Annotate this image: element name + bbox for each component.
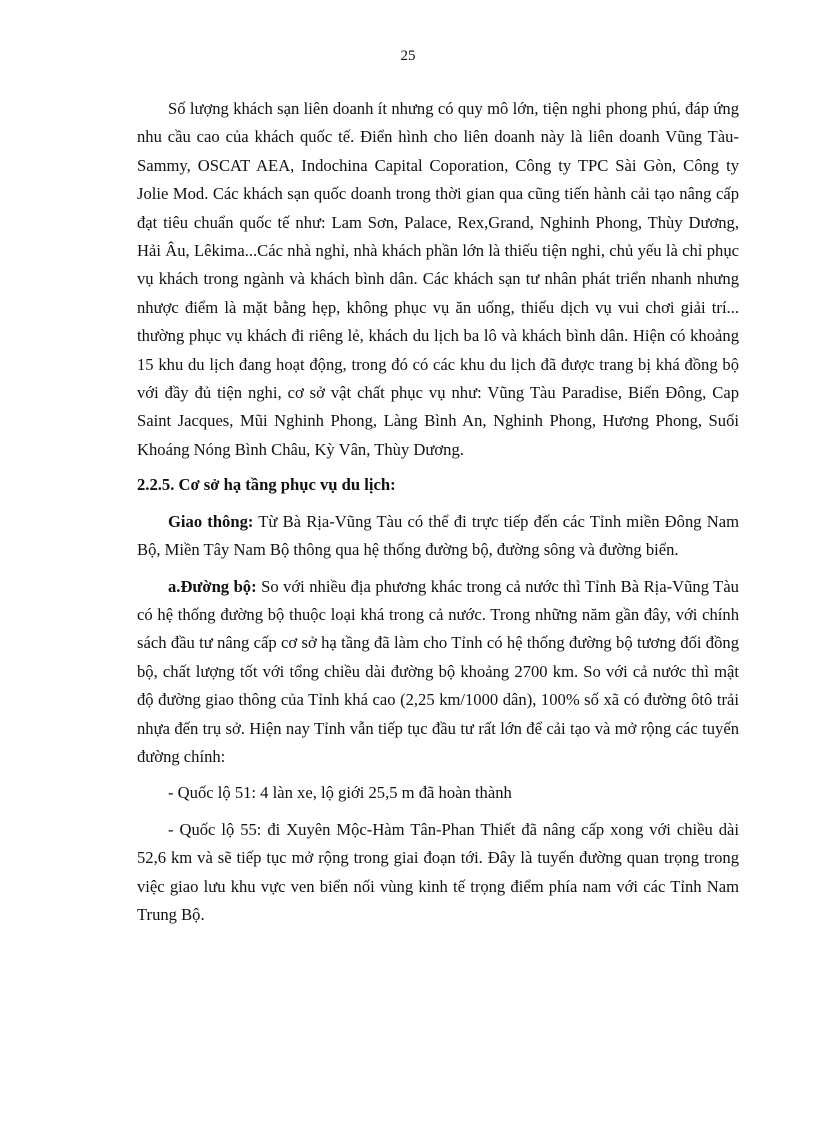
paragraph-road: [137, 573, 739, 772]
transport-label: Giao thông:: [168, 511, 254, 531]
transport-text: Từ Bà Rịa-Vũng Tàu có thể đi trực tiếp đến các Tỉnh miền Đông Nam Bộ, Miền Tây Nam Bộ thông qua hệ thống đường bộ, đường sông và đường biển.: [137, 511, 739, 560]
section-heading: 2.2.5. Cơ sở hạ tầng phục vụ du lịch:: [137, 475, 396, 495]
document-body: [137, 95, 739, 929]
page-number: 25: [400, 48, 416, 64]
list-item-highway-51: - Quốc lộ 51: 4 làn xe, lộ giới 25,5 m đã hoàn thành: [168, 783, 512, 803]
paragraph-transport: [137, 508, 739, 565]
road-label: a.Đường bộ:: [168, 576, 257, 596]
road-text: So với nhiều địa phương khác trong cả nước thì Tỉnh Bà Rịa-Vũng Tàu có hệ thống đường bộ thuộc loại khá trong cả nước. Trong những năm gần đây, với chính sách đầu tư nâng cấp cơ sở hạ tầng đã làm cho Tỉnh có hệ thống đường bộ tương đối đồng bộ, chất lượng tốt với tổng chiều dài đường bộ khoảng 2700 km. So với cả nước thì mật độ đường giao thông của Tỉnh khá cao (2,25 km/1000 dân), 100% số xã có đường ôtô trải nhựa đến trụ sở. Hiện nay Tỉnh vẫn tiếp tục đầu tư rất lớn để cải tạo và mở rộng các tuyến đường chính:: [137, 576, 739, 766]
paragraph-hotels: Số lượng khách sạn liên doanh ít nhưng có quy mô lớn, tiện nghi phong phú, đáp ứng nhu cầu cao của khách quốc tế. Điển hình cho liên doanh này là liên doanh Vũng Tàu-Sammy, OSCAT AEA, Indochina Capital Coporation, Công ty TPC Sài Gòn, Công ty Jolie Mod. Các khách sạn quốc doanh trong thời gian qua cũng tiến hành cải tạo nâng cấp đạt tiêu chuẩn quốc tế như: Lam Sơn, Palace, Rex,Grand, Nghinh Phong, Thùy Dương, Hải Âu, Lêkima...Các nhà nghỉ, nhà khách phần lớn là thiếu tiện nghi, chủ yếu là chỉ phục vụ khách trong ngành và khách bình dân. Các khách sạn tư nhân phát triển nhanh nhưng nhược điểm là mặt bằng hẹp, không phục vụ ăn uống, thiếu dịch vụ vui chơi giải trí... thường phục vụ khách đi riêng lẻ, khách du lịch ba lô và khách bình dân. Hiện có khoảng 15 khu du lịch đang hoạt động, trong đó có các khu du lịch đã được trang bị khá đồng bộ với đầy đủ tiện nghi, cơ sở vật chất phục vụ như: Vũng Tàu Paradise, Biển Đông, Cap Saint Jacques, Mũi Nghinh Phong, Làng Bình An, Nghinh Phong, Hương Phong, Suối Khoáng Nóng Bình Châu, Kỳ Vân, Thùy Dương.: [137, 99, 739, 459]
list-item-highway-55: - Quốc lộ 55: đi Xuyên Mộc-Hàm Tân-Phan Thiết đã nâng cấp xong với chiều dài 52,6 km và sẽ tiếp tục mở rộng trong giai đoạn tới. Đây là tuyến đường quan trọng trong việc giao lưu khu vực ven biển nối vùng kinh tế trọng điểm phía nam với các Tỉnh Nam Trung Bộ.: [137, 819, 739, 924]
